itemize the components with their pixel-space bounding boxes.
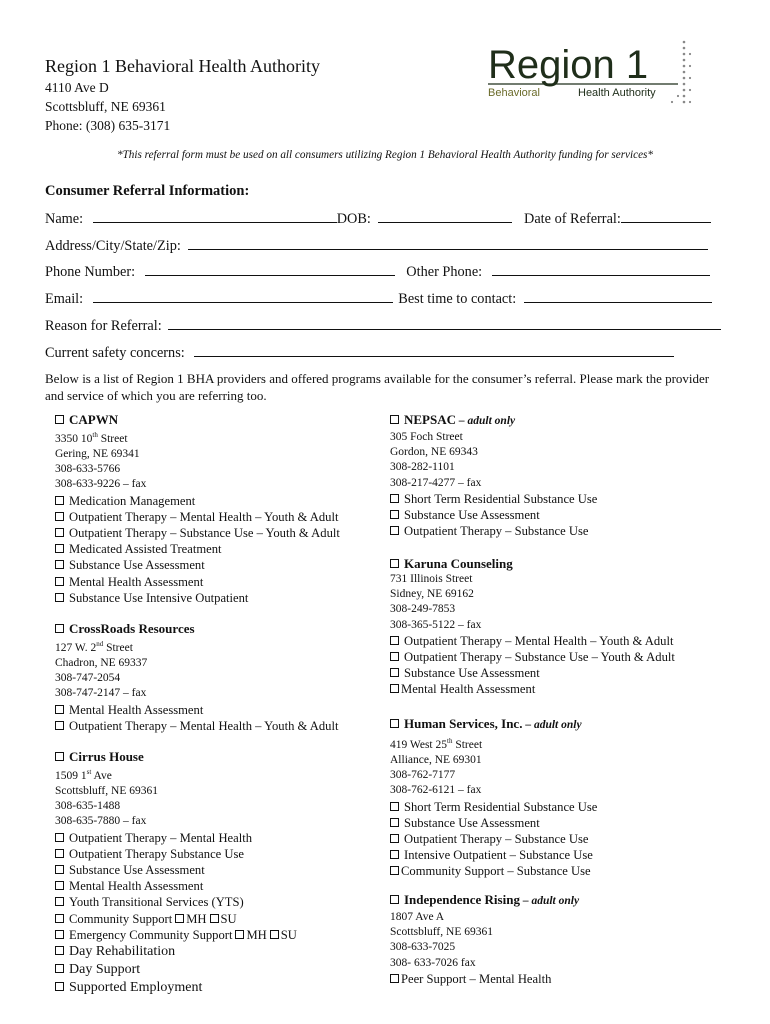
su-checkbox[interactable]	[210, 914, 219, 923]
provider-city: Gordon, NE 69343	[390, 446, 478, 459]
service-checkbox[interactable]	[390, 526, 399, 535]
provider-street: 305 Foch Street	[390, 431, 463, 443]
provider-fax: 308-762-6121 – fax	[390, 784, 482, 797]
provider-street: 1807 Ave A	[390, 911, 445, 923]
service-item[interactable]: Medication Management	[55, 493, 340, 509]
service-checkbox[interactable]	[55, 849, 64, 858]
service-checkbox[interactable]	[55, 512, 64, 521]
service-checkbox[interactable]	[390, 636, 399, 645]
service-checkbox[interactable]	[390, 866, 399, 875]
provider-phone: 308-633-5766	[55, 463, 121, 476]
service-item[interactable]: Mental Health Assessment	[390, 681, 675, 697]
service-checkbox[interactable]	[390, 510, 399, 519]
service-item[interactable]: Mental Health Assessment	[55, 702, 338, 718]
service-item[interactable]: Substance Use Assessment	[390, 815, 597, 831]
service-item[interactable]: Intensive Outpatient – Substance Use	[390, 847, 597, 863]
service-item[interactable]: Outpatient Therapy – Mental Health	[55, 830, 297, 846]
service-item[interactable]: Short Term Residential Substance Use	[390, 491, 597, 507]
service-item[interactable]: Outpatient Therapy – Mental Health – Youth & Adult	[390, 633, 675, 649]
service-item[interactable]: Outpatient Therapy – Substance Use	[390, 523, 597, 539]
service-checkbox[interactable]	[390, 684, 399, 693]
su-checkbox[interactable]	[270, 930, 279, 939]
reason-field[interactable]	[168, 317, 721, 330]
service-item[interactable]: Peer Support – Mental Health	[390, 971, 579, 987]
provider-city: Scottsbluff, NE 69361	[55, 785, 158, 798]
provider-fax: 308-635-7880 – fax	[55, 815, 147, 828]
name-field[interactable]	[93, 210, 337, 223]
service-checkbox[interactable]	[55, 721, 64, 730]
service-checkbox[interactable]	[55, 593, 64, 602]
funding-notice: *This referral form must be used on all consumers utilizing Region 1 Behavioral Health Authority funding for services*	[116, 149, 654, 161]
community-support-item[interactable]: Community Support MH SU	[55, 911, 297, 927]
provider-phone: 308-249-7853	[390, 603, 456, 616]
row-phone	[45, 263, 710, 281]
provider-city: Alliance, NE 69301	[390, 754, 482, 767]
service-item[interactable]: Mental Health Assessment	[55, 878, 297, 894]
service-checkbox[interactable]	[55, 982, 64, 991]
phone-number-label: Phone Number:	[45, 264, 136, 280]
capwn-checkbox[interactable]	[55, 415, 64, 424]
service-item[interactable]: Short Term Residential Substance Use	[390, 799, 597, 815]
provider-phone: 308-762-7177	[390, 769, 456, 782]
address-line-1: 4110 Ave D	[45, 80, 109, 95]
service-checkbox[interactable]	[390, 802, 399, 811]
emergency-support-item[interactable]: Emergency Community Support MH SU	[55, 927, 297, 943]
other-phone-field[interactable]	[492, 263, 710, 276]
service-item[interactable]: Outpatient Therapy – Substance Use – Youth & Adult	[390, 649, 675, 665]
reason-label: Reason for Referral:	[45, 318, 162, 334]
logo-sub-right: Health Authority	[578, 87, 656, 99]
provider-karuna	[390, 555, 675, 698]
service-item[interactable]: Outpatient Therapy Substance Use	[55, 846, 297, 862]
service-item[interactable]: Substance Use Assessment	[55, 557, 340, 573]
region1-logo	[486, 36, 696, 108]
email-label: Email:	[45, 291, 84, 307]
row-address	[45, 237, 708, 255]
email-field[interactable]	[93, 290, 393, 303]
service-checkbox[interactable]	[55, 496, 64, 505]
service-checkbox[interactable]	[390, 974, 399, 983]
provider-fax: 308-633-9226 – fax	[55, 478, 147, 491]
provider-name: Karuna Counseling	[404, 556, 513, 571]
service-checkbox[interactable]	[55, 577, 64, 586]
provider-street: 1509 1st Ave	[55, 768, 112, 782]
other-phone-label: Other Phone:	[406, 264, 483, 280]
org-name: Region 1 Behavioral Health Authority	[45, 56, 320, 76]
service-checkbox[interactable]	[390, 668, 399, 677]
service-item[interactable]: Day Support	[55, 961, 297, 979]
nepsac-checkbox[interactable]	[390, 415, 399, 424]
service-checkbox[interactable]	[55, 833, 64, 842]
service-checkbox[interactable]	[55, 914, 64, 923]
provider-street: 731 Illinois Street	[390, 573, 473, 585]
service-checkbox[interactable]	[55, 897, 64, 906]
service-item[interactable]: Outpatient Therapy – Substance Use – Youth & Adult	[55, 525, 340, 541]
provider-name: Cirrus House	[69, 749, 144, 764]
address-field[interactable]	[188, 237, 708, 250]
service-item[interactable]: Substance Use Assessment	[55, 862, 297, 878]
provider-capwn	[55, 411, 340, 606]
service-item[interactable]: Youth Transitional Services (YTS)	[55, 894, 297, 910]
service-checkbox[interactable]	[55, 865, 64, 874]
service-checkbox[interactable]	[55, 528, 64, 537]
section-title: Consumer Referral Information:	[45, 183, 250, 199]
provider-fax: 308-365-5122 – fax	[390, 618, 482, 631]
provider-nepsac	[390, 411, 597, 539]
row-reason	[45, 317, 721, 335]
logo-dots-icon	[671, 41, 691, 104]
safety-field[interactable]	[194, 344, 674, 357]
service-item[interactable]: Medicated Assisted Treatment	[55, 541, 340, 557]
dob-field[interactable]	[378, 210, 512, 223]
best-time-label: Best time to contact:	[398, 291, 517, 307]
service-item[interactable]: Substance Use Assessment	[390, 507, 597, 523]
safety-label: Current safety concerns:	[45, 345, 185, 361]
service-item[interactable]: Day Rehabilitation	[55, 943, 297, 961]
provider-note: – adult only	[519, 895, 580, 907]
service-checkbox[interactable]	[55, 964, 64, 973]
service-checkbox[interactable]	[390, 652, 399, 661]
provider-name: Independence Rising	[404, 892, 520, 907]
service-item[interactable]: Substance Use Intensive Outpatient	[55, 590, 340, 606]
provider-city: Sidney, NE 69162	[390, 588, 474, 601]
mh-checkbox[interactable]	[175, 914, 184, 923]
service-checkbox[interactable]	[390, 494, 399, 503]
service-checkbox[interactable]	[55, 560, 64, 569]
karuna-checkbox[interactable]	[390, 559, 399, 568]
service-checkbox[interactable]	[55, 705, 64, 714]
provider-phone: 308-633-7025	[390, 941, 456, 954]
provider-name: CAPWN	[69, 412, 119, 427]
service-item[interactable]: Community Support – Substance Use	[390, 863, 597, 879]
logo-main-text: Region 1	[488, 43, 649, 87]
provider-city: Chadron, NE 69337	[55, 657, 148, 670]
provider-independence-rising	[390, 891, 579, 987]
date-of-referral-field[interactable]	[621, 210, 711, 223]
provider-city: Scottsbluff, NE 69361	[390, 926, 493, 939]
date-of-referral-label: Date of Referral:	[524, 211, 621, 227]
provider-human-services	[390, 715, 597, 880]
service-checkbox[interactable]	[55, 881, 64, 890]
provider-name: NEPSAC	[404, 412, 457, 427]
row-safety	[45, 344, 674, 362]
name-label: Name:	[45, 211, 84, 227]
service-checkbox[interactable]	[55, 544, 64, 553]
service-item[interactable]: Mental Health Assessment	[55, 574, 340, 590]
independence-checkbox[interactable]	[390, 895, 399, 904]
provider-street: 419 West 25th Street	[390, 737, 483, 751]
provider-fax: 308-217-4277 – fax	[390, 476, 482, 489]
service-checkbox[interactable]	[390, 818, 399, 827]
human-services-checkbox[interactable]	[390, 719, 399, 728]
service-item[interactable]: Outpatient Therapy – Mental Health – Youth & Adult	[55, 509, 340, 525]
provider-phone: 308-282-1101	[390, 461, 455, 474]
service-item[interactable]: Substance Use Assessment	[390, 665, 675, 681]
provider-name: Human Services, Inc.	[404, 716, 523, 731]
provider-street: 3350 10th Street	[55, 431, 128, 445]
provider-fax: 308- 633-7026 fax	[390, 956, 476, 969]
crossroads-checkbox[interactable]	[55, 624, 64, 633]
service-checkbox[interactable]	[55, 946, 64, 955]
address-label: Address/City/State/Zip:	[45, 238, 181, 254]
provider-phone: 308-747-2054	[55, 672, 121, 685]
logo-sub-left: Behavioral	[488, 87, 540, 99]
phone-line: Phone: (308) 635-3171	[45, 118, 171, 133]
provider-name: CrossRoads Resources	[69, 621, 195, 636]
provider-phone: 308-635-1488	[55, 800, 121, 813]
provider-fax: 308-747-2147 – fax	[55, 687, 147, 700]
row-name	[45, 210, 711, 228]
provider-note: – adult only	[522, 719, 582, 731]
mh-checkbox[interactable]	[235, 930, 244, 939]
provider-note: – adult only	[456, 415, 516, 427]
address-line-2: Scottsbluff, NE 69361	[45, 99, 166, 114]
service-checkbox[interactable]	[390, 834, 399, 843]
service-checkbox[interactable]	[55, 930, 64, 939]
provider-crossroads	[55, 620, 338, 734]
dob-label: DOB:	[336, 211, 371, 227]
service-item[interactable]: Outpatient Therapy – Mental Health – Youth & Adult	[55, 718, 338, 734]
phone-number-field[interactable]	[145, 263, 395, 276]
service-checkbox[interactable]	[390, 850, 399, 859]
row-email	[45, 290, 712, 308]
cirrus-checkbox[interactable]	[55, 752, 64, 761]
provider-street: 127 W. 2nd Street	[55, 640, 133, 654]
providers-intro: Below is a list of Region 1 BHA providers and offered programs available for the consumer’s referral. Please mark the provider and service of which you are referring too.	[45, 371, 710, 403]
service-item[interactable]: Supported Employment	[55, 979, 297, 997]
service-item[interactable]: Outpatient Therapy – Substance Use	[390, 831, 597, 847]
provider-city: Gering, NE 69341	[55, 448, 140, 461]
best-time-field[interactable]	[524, 290, 712, 303]
provider-cirrus-house	[55, 748, 297, 997]
